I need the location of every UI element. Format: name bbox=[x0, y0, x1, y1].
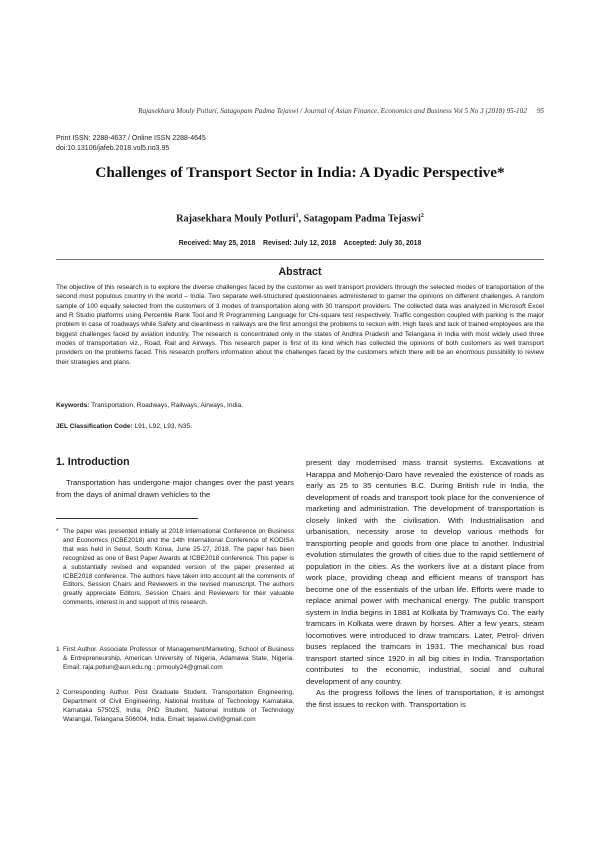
footnote-mark: 1 bbox=[56, 646, 60, 653]
author-2-mark: 2 bbox=[420, 213, 424, 219]
intro-paragraph-2: As the progress follows the lines of transportation, it is amongst the first issues to reckon with. Transportation is bbox=[306, 688, 544, 709]
author-2: Satagopam Padma Tejaswi bbox=[303, 213, 421, 225]
footnote-text: First Author. Associate Professor of Management/Marketing, School of Business & Entrepreneurship, American University of Nigeria, Adamawa State, Nigeria. Email: raja.potluri@aun.edu.ng ; prmouly24@gmail.com bbox=[63, 646, 294, 671]
footnote-mark: * bbox=[56, 528, 59, 535]
footnote-2 bbox=[56, 689, 294, 725]
author-line bbox=[56, 213, 544, 224]
keywords-label: Keywords: bbox=[56, 402, 90, 409]
running-head bbox=[64, 107, 544, 115]
publication-meta bbox=[56, 134, 206, 153]
abstract-body: The objective of this research is to explore the diverse challenges faced by the customer as well transport providers through the selected modes of transportation of the second most populous country in the world – India. Two separate well-structured questionnaires administered to garner the opinions on different challenges. A random sample of 100 equally selected from the customers of 3 modes of transportation along with 30 transport providers. The collected data was analyzed in Microsoft Excel and R Studio platforms using Percentile Rank Tool and R Programming Language for Chi-square test respectively. Traffic congestion coupled with parking is the major problem in case of roadways while Safety and cleanliness in railways are the first amongst the problems to reckon with. High fares and lack of trained employees are the biggest challenges faced by aviation industry. The research is concentrated only in the states of Andhra Pradesh and Telangana in India with most widely used three modes of transportation viz., Road, Rail and Airways. This research paper is first of its kind which has collected the opinions of both customers as well transport providers on the problems faced. This research proffers information about the challenges faced by the customers which there will be an enormous possibility to review their strategies and plans. bbox=[56, 284, 544, 366]
abstract-heading: Abstract bbox=[278, 266, 322, 278]
keywords-text: Transportation, Roadways, Railways, Airways, India. bbox=[89, 402, 244, 409]
page-number: 95 bbox=[536, 107, 544, 115]
jel-label: JEL Classification Code: bbox=[56, 423, 133, 430]
footnote-star bbox=[56, 528, 294, 608]
intro-paragraph-continued: present day modernised mass transit systems. Excavations at Harappa and Mohenjo-Daro have revealed the existence of roads as early as 25 to 35 centuries B.C. During British rule in India, the development of roads and transport took place for the convenience of marketing and administration. The development of transportation is closely linked with the civilisation. With Industrialisation and urbanisation, necessity arose to develop various methods for transporting people and goods from one place to another. Industrial evolution stimulates the growth of cities due to the rapid settlement of population in the cities. As the workers live at a distant place from work place, providing cheap and efficient means of transport has become one of the essentials of the urban life. Efforts were made to replace animal power with mechanical energy. The public transport system in India begins in 1881 at Kolkata by Tramways Co. The early tramcars in Kolkata were drawn by horses. After a few years, steam locomotives were introduced to draw tramcars. Later, Petrol- driven buses replaced the tramcars in 1931. The mechanical bus road transport started since 1920 in all big cities in India. Transportation contributes to the economic, industrial, social and cultural development of any country. bbox=[306, 458, 544, 686]
jel-codes bbox=[56, 422, 544, 431]
footnote-1 bbox=[56, 646, 294, 673]
paper-title: Challenges of Transport Sector in India: A Dyadic Perspective* bbox=[95, 164, 505, 181]
footnote-text: The paper was presented initially at 2018 International Conference on Business and Economics (ICBE2018) and the 14th International Conference of KODISA that was held in Seoul, South Korea, June 25-27, 2018. The paper has been recognized as one of Best Paper Awards at ICBE2018 conference. This paper is a substantially revised and expanded version of the paper presented at ICBE2018 conference. The authors have taken into account all the comments of Editors, Session Chairs and Reviewers in the revised manuscript. The authors greatly appreciate Editors, Session Chairs and Reviewers for their valuable comments, interest in and support of this research. bbox=[63, 528, 294, 607]
footnote-text: Corresponding Author. Post Graduate Student, Transportation Engineering, Department of Civil Engineering, National Institute of Technology Karnataka, Karnataka 575025, India; PhD Student, National Institute of Technology Warangal, Telangana 506004, India. Email: tejaswi.civil@gmail.com bbox=[63, 689, 294, 723]
author-1-mark: 1 bbox=[295, 213, 299, 219]
jel-text: L91, L92, L93, N35. bbox=[132, 423, 192, 430]
running-head-text: Rajasekhara Mouly Potluri, Satagopam Padma Tejaswi / Journal of Asian Finance, Economics and Business Vol 5 No 3 (2018) 95-102 bbox=[138, 107, 527, 115]
footnote-mark: 2 bbox=[56, 689, 60, 696]
author-1: Rajasekhara Mouly Potluri bbox=[176, 213, 296, 225]
divider bbox=[56, 259, 544, 260]
doi-link[interactable]: doi:10.13106/jafeb.2018.vol5.no3.95 bbox=[56, 144, 170, 152]
left-column bbox=[56, 477, 294, 500]
author-separator: , bbox=[298, 213, 304, 225]
right-column bbox=[306, 457, 544, 710]
section-heading: 1. Introduction bbox=[56, 456, 130, 468]
issn-line: Print ISSN: 2288-4637 / Online ISSN 2288-4645 bbox=[56, 135, 206, 142]
keywords bbox=[56, 401, 544, 410]
submission-dates: Received: May 25, 2018 Revised: July 12, 2018 Accepted: July 30, 2018 bbox=[178, 240, 422, 247]
intro-paragraph: Transportation has undergone major changes over the past years from the days of animal drawn vehicles to the bbox=[56, 478, 294, 499]
footnote-rule bbox=[56, 518, 198, 519]
